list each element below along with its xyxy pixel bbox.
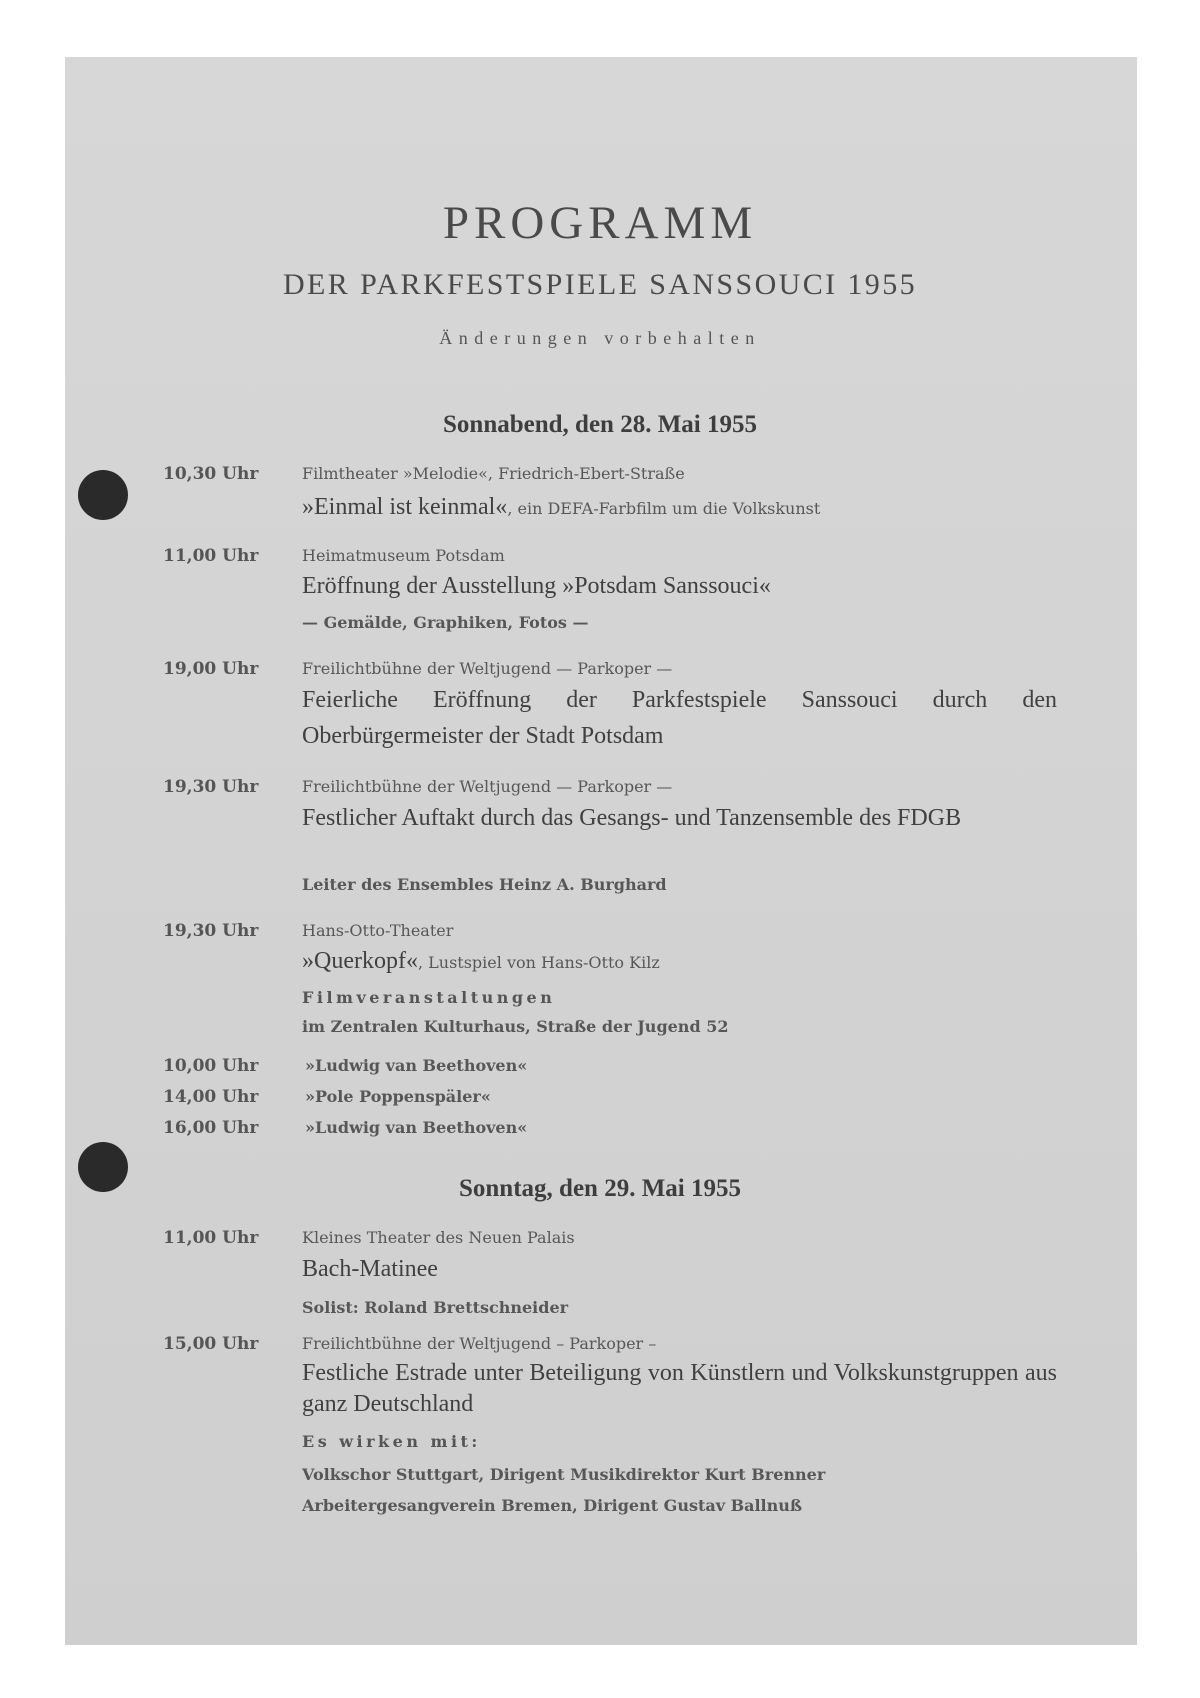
event-title: Bach-Matinee <box>302 1256 438 1282</box>
event-time: 11,00 Uhr <box>163 546 259 566</box>
page-title: PROGRAMM <box>442 197 758 249</box>
participant: Arbeitergesangverein Bremen, Dirigent Gustav Ballnuß <box>302 1496 803 1515</box>
event-title-suffix: , ein DEFA-Farbfilm um die Volkskunst <box>507 499 821 518</box>
event-time: 19,00 Uhr <box>163 659 259 679</box>
day-heading-saturday: Sonnabend, den 28. Mai 1955 <box>443 411 757 438</box>
page-subtitle: DER PARKFESTSPIELE SANSSOUCI 1955 <box>282 268 918 301</box>
punch-hole-top <box>78 470 128 520</box>
event-title-main: »Querkopf« <box>302 948 418 974</box>
event-venue: Heimatmuseum Potsdam <box>302 546 505 565</box>
event-time: 10,30 Uhr <box>163 464 259 484</box>
event-venue: Kleines Theater des Neuen Palais <box>302 1228 575 1247</box>
film-title: »Pole Poppenspäler« <box>305 1087 491 1106</box>
event-detail: — Gemälde, Graphiken, Fotos — <box>302 613 589 632</box>
film-time: 16,00 Uhr <box>163 1118 259 1138</box>
film-time: 14,00 Uhr <box>163 1087 259 1107</box>
event-detail: Leiter des Ensembles Heinz A. Burghard <box>302 875 667 894</box>
film-title: »Ludwig van Beethoven« <box>305 1056 528 1075</box>
event-venue: Freilichtbühne der Weltjugend — Parkoper — <box>302 659 673 678</box>
event-time: 11,00 Uhr <box>163 1228 259 1248</box>
films-location: im Zentralen Kulturhaus, Straße der Jugend 52 <box>302 1017 729 1036</box>
event-venue: Freilichtbühne der Weltjugend – Parkoper – <box>302 1334 657 1353</box>
films-heading: Filmveranstaltungen <box>302 988 556 1007</box>
event-detail: Solist: Roland Brettschneider <box>302 1298 569 1317</box>
event-venue: Freilichtbühne der Weltjugend — Parkoper — <box>302 777 673 796</box>
participants-heading: Es wirken mit: <box>302 1432 481 1451</box>
event-title <box>302 948 660 975</box>
event-title: Eröffnung der Ausstellung »Potsdam Sanssouci« <box>302 573 771 599</box>
event-time: 19,30 Uhr <box>163 777 259 797</box>
event-title <box>302 494 820 521</box>
day-heading-sunday: Sonntag, den 29. Mai 1955 <box>459 1175 741 1202</box>
event-title: Festliche Estrade unter Beteiligung von Künstlern und Volkskunstgruppen aus ganz Deutschland <box>302 1360 1057 1417</box>
event-title: Festlicher Auftakt durch das Gesangs- und Tanzensemble des FDGB <box>302 805 962 831</box>
event-venue: Filmtheater »Melodie«, Friedrich-Ebert-Straße <box>302 464 685 483</box>
event-title: Feierliche Eröffnung der Parkfestspiele Sanssouci durch den Oberbürgermeister der Stadt Potsdam <box>302 687 1057 749</box>
event-time: 15,00 Uhr <box>163 1334 259 1354</box>
event-venue: Hans-Otto-Theater <box>302 921 454 940</box>
film-title: »Ludwig van Beethoven« <box>305 1118 528 1137</box>
changes-note: Änderungen vorbehalten <box>439 328 761 348</box>
event-title-suffix: , Lustspiel von Hans-Otto Kilz <box>417 953 660 972</box>
film-time: 10,00 Uhr <box>163 1056 259 1076</box>
participant: Volkschor Stuttgart, Dirigent Musikdirektor Kurt Brenner <box>302 1465 826 1484</box>
event-time: 19,30 Uhr <box>163 921 259 941</box>
event-title-main: »Einmal ist keinmal« <box>302 494 508 520</box>
